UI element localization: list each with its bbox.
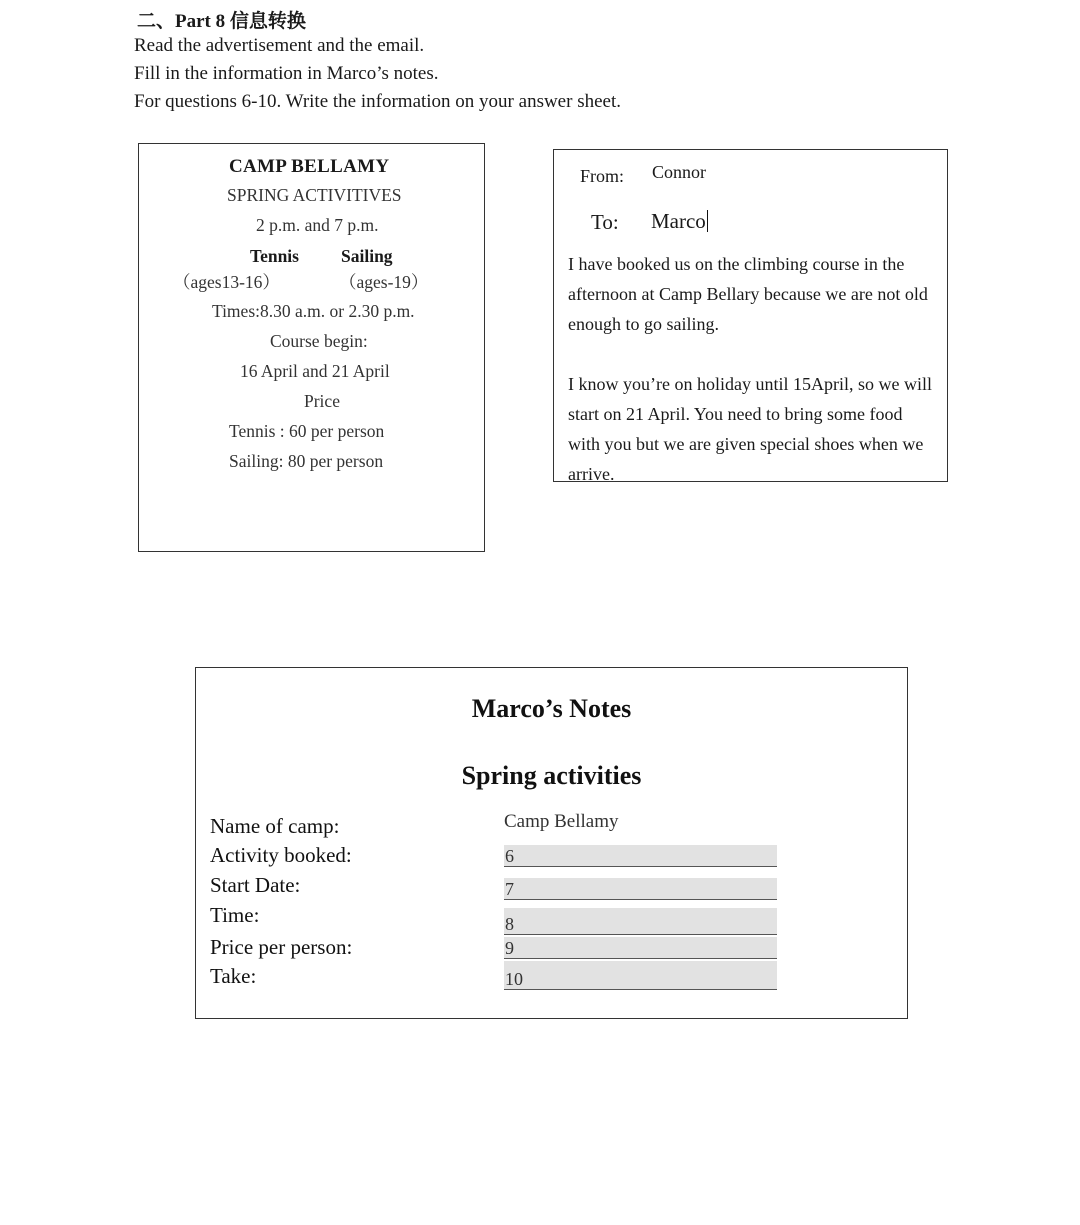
ad-price-sailing: Sailing: 80 per person <box>229 451 384 471</box>
label-take: Take: <box>210 964 257 988</box>
email-from-value: Connor <box>652 162 706 182</box>
email-paragraph: I have booked us on the climbing course in the afternoon at Camp Bellary because we are not old enough to go sailing. <box>568 254 928 334</box>
ad-activity-tennis: Tennis <box>250 246 299 266</box>
ad-price-tennis: Tennis : 60 per person <box>229 421 385 441</box>
email-from-label: From: <box>580 166 625 186</box>
answer-field-7[interactable] <box>504 878 777 900</box>
label-activity-booked: Activity booked: <box>210 843 352 867</box>
ad-price-heading: Price <box>304 391 340 411</box>
question-number: 8 <box>505 914 514 934</box>
ad-age-sailing: （ages-19） <box>339 272 429 292</box>
question-number: 9 <box>505 938 514 958</box>
instruction-line: For questions 6-10. Write the information on your answer sheet. <box>134 91 621 112</box>
ad-times: Times:8.30 a.m. or 2.30 p.m. <box>212 301 415 321</box>
notes-subtitle: Spring activities <box>461 761 642 790</box>
label-start-date: Start Date: <box>210 873 301 897</box>
instruction-line: Read the advertisement and the email. <box>134 35 425 56</box>
answer-field-6[interactable] <box>504 845 777 867</box>
ad-hours: 2 p.m. and 7 p.m. <box>256 215 379 235</box>
instructions <box>134 32 621 116</box>
camp-name-value: Camp Bellamy <box>504 811 619 832</box>
ad-subtitle: SPRING ACTIVITIVES <box>227 185 402 205</box>
ad-dates: 16 April and 21 April <box>240 361 390 381</box>
question-number: 6 <box>505 846 514 866</box>
notes-box <box>195 667 908 1019</box>
ad-activity-sailing: Sailing <box>341 246 393 266</box>
part-heading: 二、Part 8 信息转换 <box>137 11 306 32</box>
notes-title: Marco’s Notes <box>471 694 632 723</box>
email-to-value: Marco <box>651 209 706 233</box>
email-box <box>553 149 948 482</box>
answer-field-8[interactable] <box>504 908 777 935</box>
label-name-of-camp: Name of camp: <box>210 814 340 838</box>
label-time: Time: <box>210 903 260 927</box>
ad-title: CAMP BELLAMY <box>229 156 390 177</box>
answer-field-10[interactable] <box>504 961 777 990</box>
question-number: 10 <box>505 969 523 989</box>
question-number: 7 <box>505 879 514 899</box>
instruction-line: Fill in the information in Marco’s notes. <box>134 63 439 84</box>
advertisement-box <box>138 143 485 552</box>
email-to-field <box>651 209 708 234</box>
ad-age-tennis: （ages13-16） <box>173 272 280 292</box>
label-price-per-person: Price per person: <box>210 935 353 959</box>
email-body <box>568 249 938 489</box>
text-cursor <box>707 210 709 232</box>
answer-field-9[interactable] <box>504 937 777 959</box>
ad-course-begin: Course begin: <box>270 331 368 351</box>
email-to-label: To: <box>591 210 619 234</box>
email-paragraph: I know you’re on holiday until 15April, so we will start on 21 April. You need to bring some food with you but we are given special shoes when we arrive. <box>568 374 932 484</box>
